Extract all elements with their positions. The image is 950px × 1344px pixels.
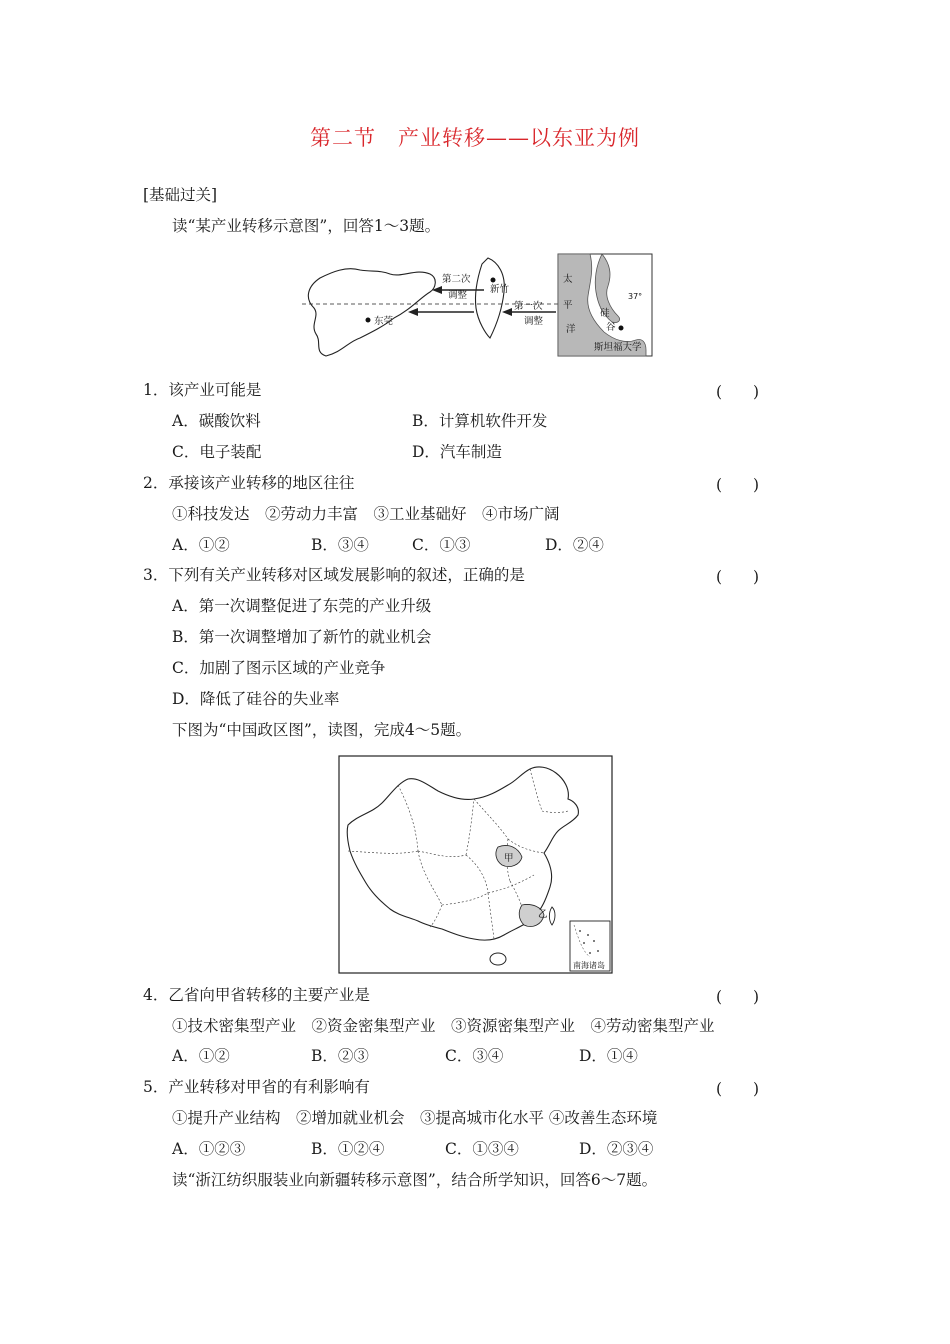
q5-stem: 5．产业转移对甲省的有利影响有 bbox=[143, 1078, 370, 1096]
q4-answer-paren: ( ) bbox=[716, 988, 760, 1006]
q4-option-b: B．②③ bbox=[311, 1047, 369, 1065]
q3-answer-paren: ( ) bbox=[716, 568, 760, 586]
label-pacific-1: 太 bbox=[563, 274, 573, 285]
q4-items: ①技术密集型产业 ②资金密集型产业 ③资源密集型产业 ④劳动密集型产业 bbox=[172, 1017, 715, 1035]
intro-text-1: 读“某产业转移示意图”，回答1～3题。 bbox=[172, 217, 441, 235]
label-silicon-1: 硅 bbox=[600, 308, 610, 319]
q3-stem: 3．下列有关产业转移对区域发展影响的叙述，正确的是 bbox=[143, 566, 525, 584]
china-map-figure bbox=[338, 755, 613, 974]
label-silicon-2: 谷 bbox=[606, 322, 616, 333]
label-pacific-3: 洋 bbox=[566, 324, 576, 335]
label-pacific-2: 平 bbox=[563, 300, 573, 311]
q1-option-a: A．碳酸饮料 bbox=[172, 412, 261, 430]
q5-option-a: A．①②③ bbox=[172, 1140, 246, 1158]
q2-option-a: A．①② bbox=[172, 536, 230, 554]
label-second-adjust-2: 调整 bbox=[448, 290, 468, 301]
label-dongguan: 东莞 bbox=[374, 316, 394, 327]
section-label: [基础过关] bbox=[143, 186, 218, 204]
label-second-adjust-1: 第二次 bbox=[442, 274, 471, 285]
q1-option-c: C．电子装配 bbox=[172, 443, 262, 461]
q1-answer-paren: ( ) bbox=[716, 383, 760, 401]
label-hsinchu: 新竹 bbox=[490, 284, 510, 295]
q4-option-d: D．①④ bbox=[579, 1047, 638, 1065]
label-latitude: 37° bbox=[628, 292, 643, 301]
intro-text-3: 读“浙江纺织服装业向新疆转移示意图”，结合所学知识，回答6～7题。 bbox=[172, 1171, 658, 1189]
q2-option-d: D．②④ bbox=[545, 536, 604, 554]
q3-option-c: C．加剧了图示区域的产业竞争 bbox=[172, 659, 386, 677]
q3-option-a: A．第一次调整促进了东莞的产业升级 bbox=[172, 597, 432, 615]
industry-transfer-figure bbox=[298, 252, 654, 358]
label-yi: 乙 bbox=[538, 909, 548, 920]
q1-stem: 1．该产业可能是 bbox=[143, 381, 262, 399]
q2-option-b: B．③④ bbox=[311, 536, 369, 554]
q1-option-b: B．计算机软件开发 bbox=[412, 412, 548, 430]
q5-items: ①提升产业结构 ②增加就业机会 ③提高城市化水平 ④改善生态环境 bbox=[172, 1109, 658, 1127]
q5-option-b: B．①②④ bbox=[311, 1140, 385, 1158]
q4-option-c: C．③④ bbox=[445, 1047, 504, 1065]
q3-option-b: B．第一次调整增加了新竹的就业机会 bbox=[172, 628, 432, 646]
page-title: 第二节 产业转移——以东亚为例 bbox=[310, 126, 640, 150]
label-south-china-sea-islands: 南海诸岛 bbox=[573, 961, 605, 970]
q4-stem: 4．乙省向甲省转移的主要产业是 bbox=[143, 986, 370, 1004]
q2-option-c: C．①③ bbox=[412, 536, 471, 554]
q4-option-a: A．①② bbox=[172, 1047, 230, 1065]
label-first-adjust-1: 第一次 bbox=[514, 301, 543, 312]
q2-stem: 2．承接该产业转移的地区往往 bbox=[143, 474, 355, 492]
q5-answer-paren: ( ) bbox=[716, 1080, 760, 1098]
q2-answer-paren: ( ) bbox=[716, 476, 760, 494]
q1-option-d: D．汽车制造 bbox=[412, 443, 502, 461]
q3-option-d: D．降低了硅谷的失业率 bbox=[172, 690, 340, 708]
q5-option-c: C．①③④ bbox=[445, 1140, 519, 1158]
label-jia: 甲 bbox=[504, 853, 514, 864]
q2-items: ①科技发达 ②劳动力丰富 ③工业基础好 ④市场广阔 bbox=[172, 505, 560, 523]
label-first-adjust-2: 调整 bbox=[524, 316, 544, 327]
q5-option-d: D．②③④ bbox=[579, 1140, 654, 1158]
label-stanford: 斯坦福大学 bbox=[594, 342, 642, 353]
intro-text-2: 下图为“中国政区图”，读图，完成4～5题。 bbox=[172, 721, 472, 739]
